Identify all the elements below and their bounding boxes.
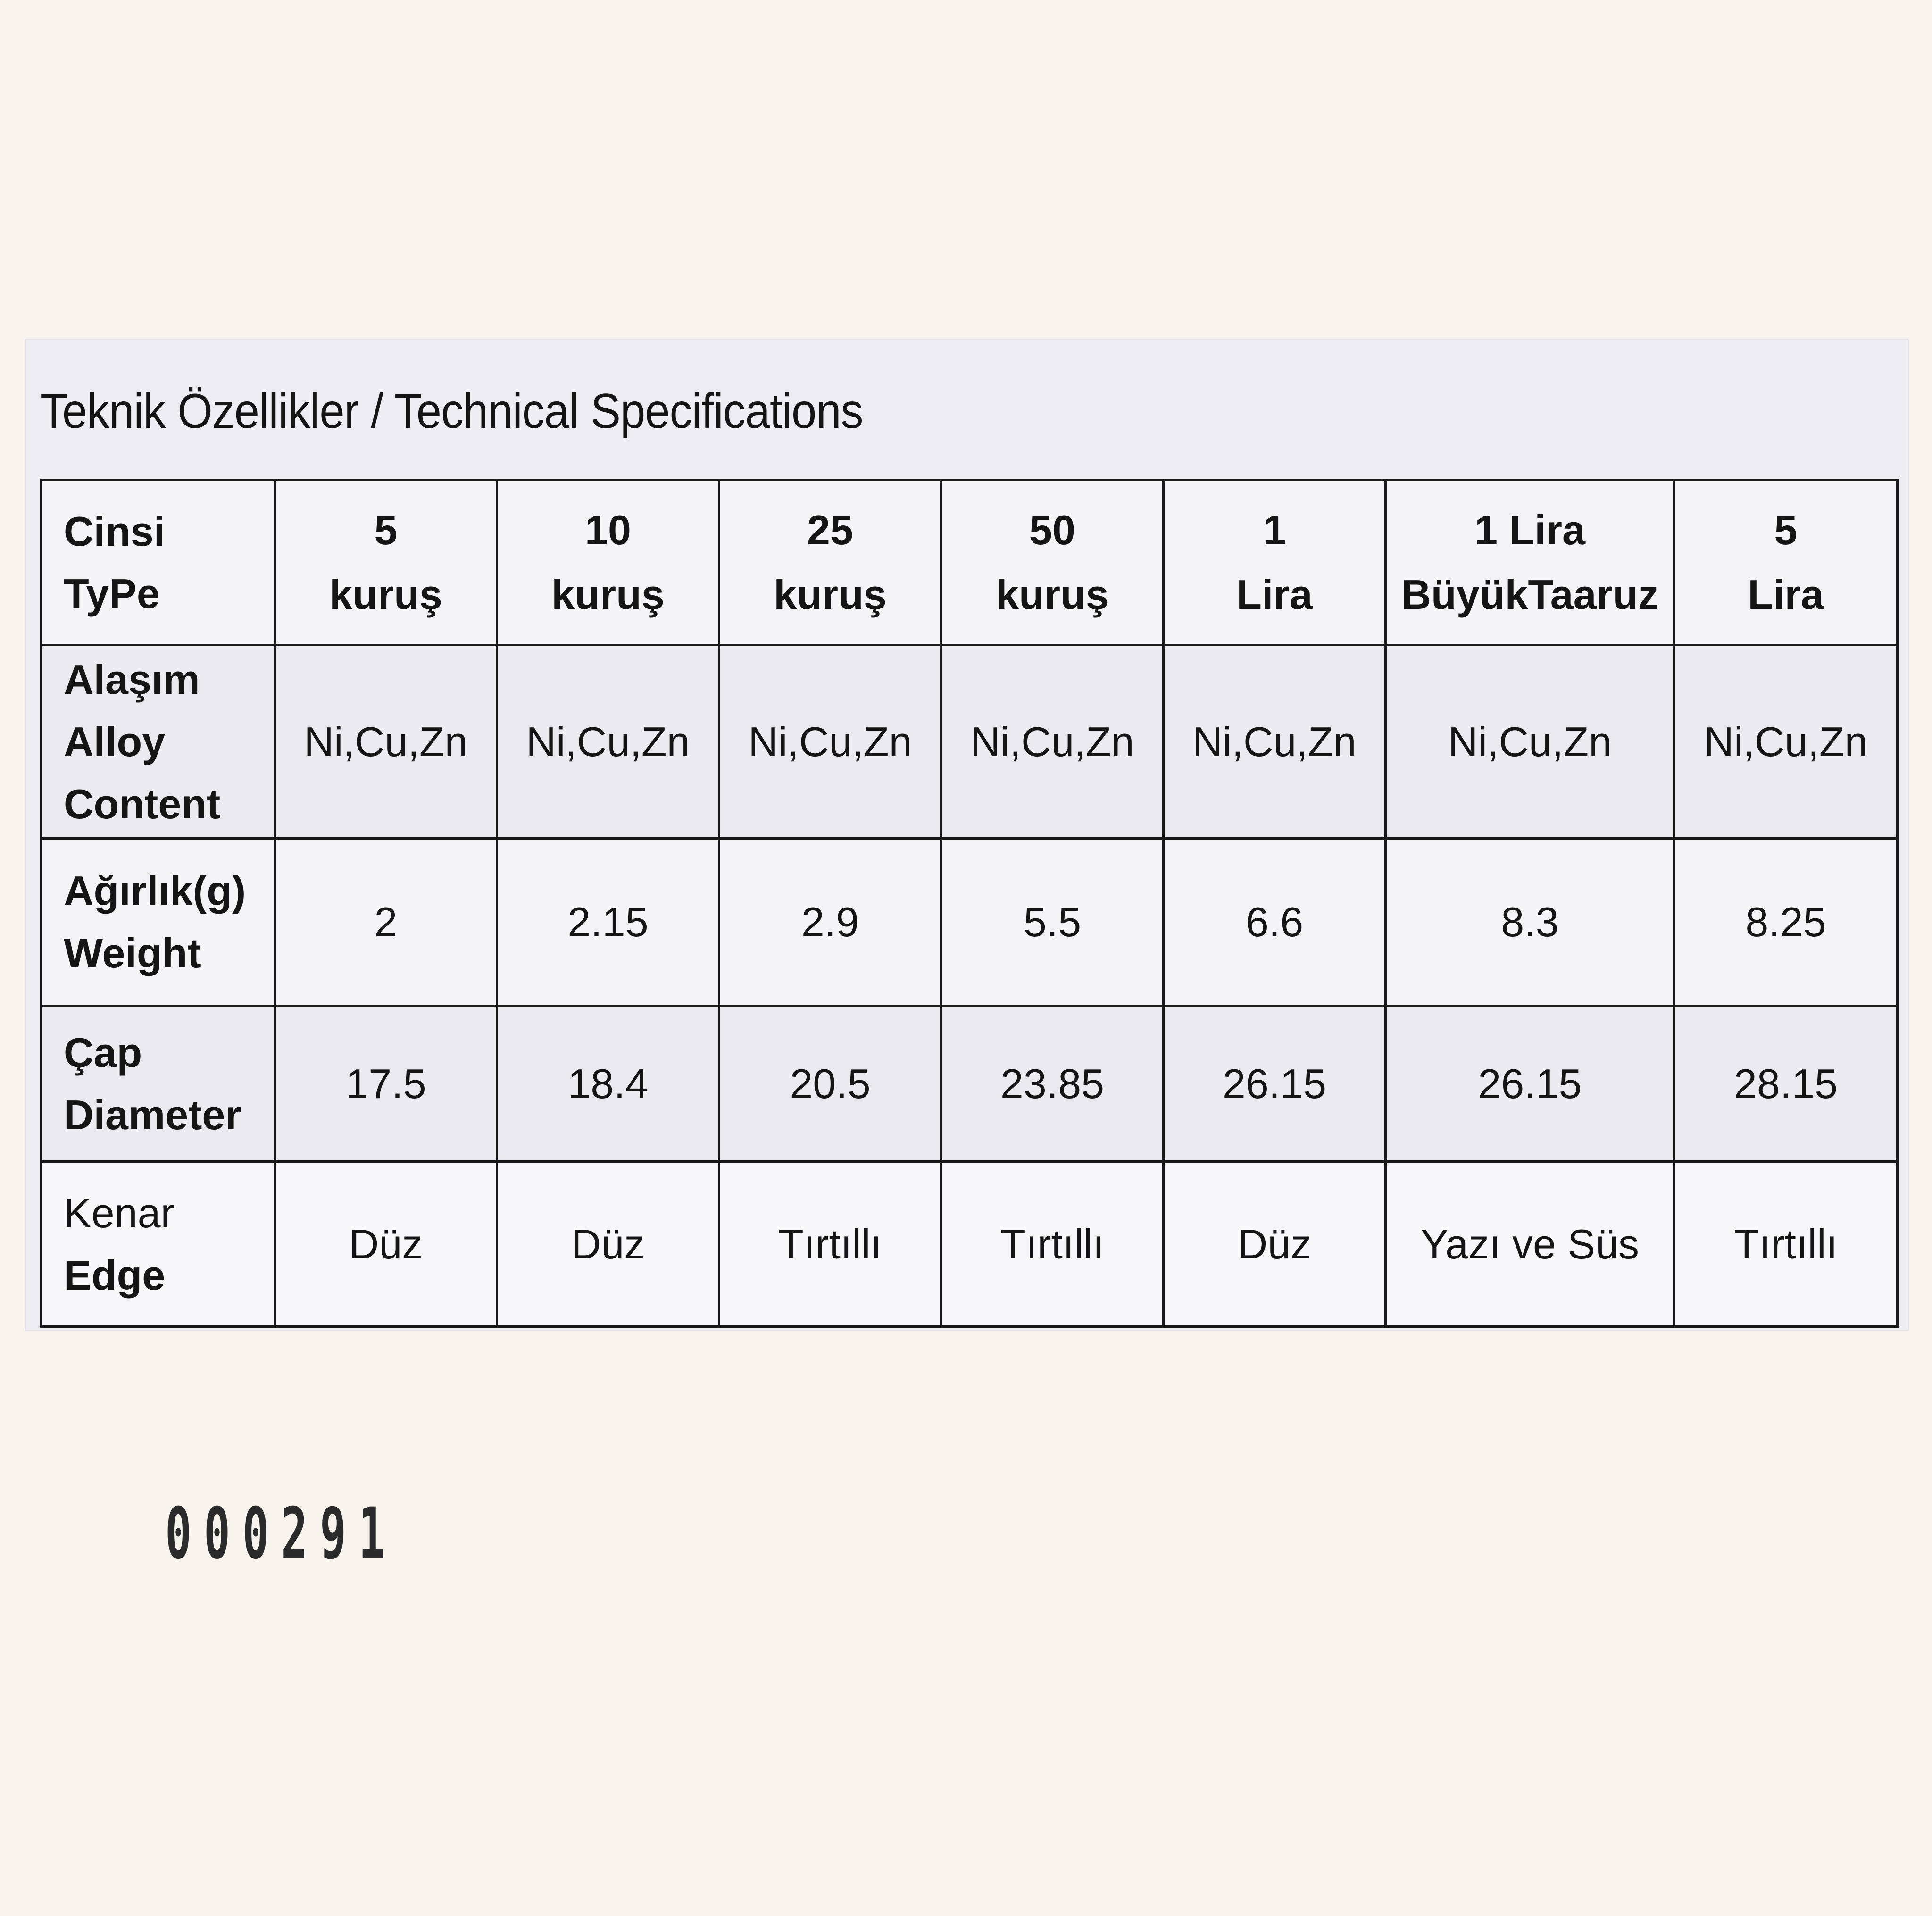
table-cell: Düz — [497, 1162, 719, 1327]
row-label-edge — [42, 1162, 275, 1327]
table-row-edge — [42, 1162, 1898, 1327]
table-cell: Tırtıllı — [1674, 1162, 1898, 1327]
row-label-weight — [42, 839, 275, 1006]
label-line: Ağırlık(g) — [64, 867, 246, 914]
table-cell: 26.15 — [1164, 1006, 1386, 1162]
type-cell — [497, 480, 719, 645]
type-cell — [275, 480, 497, 645]
type-value: 50 — [1029, 507, 1075, 554]
table-cell: Ni,Cu,Zn — [941, 645, 1164, 839]
label-line: Content — [64, 780, 221, 827]
table-cell: Ni,Cu,Zn — [1386, 645, 1674, 839]
table-row-weight — [42, 839, 1898, 1006]
type-cell — [1164, 480, 1386, 645]
type-value: 1 Lira — [1474, 507, 1585, 554]
table-cell: 20.5 — [719, 1006, 941, 1162]
label-line: Diameter — [64, 1091, 242, 1138]
table-cell: Ni,Cu,Zn — [275, 645, 497, 839]
table-cell: Yazı ve Süs — [1386, 1162, 1674, 1327]
table-cell: 8.3 — [1386, 839, 1674, 1006]
table-cell: Tırtıllı — [719, 1162, 941, 1327]
type-cell — [941, 480, 1164, 645]
type-value: 25 — [807, 507, 853, 554]
serial-number-stamp: 000291 — [165, 1493, 398, 1575]
type-cell — [1674, 480, 1898, 645]
table-cell: 2.9 — [719, 839, 941, 1006]
label-line: Alloy — [64, 718, 166, 765]
label-line: Weight — [64, 930, 201, 976]
table-cell: 8.25 — [1674, 839, 1898, 1006]
table-cell: 28.15 — [1674, 1006, 1898, 1162]
type-unit: Lira — [1236, 571, 1313, 618]
table-cell: 18.4 — [497, 1006, 719, 1162]
table-row-type — [42, 480, 1898, 645]
label-line: Kenar — [64, 1189, 175, 1236]
row-label-alloy — [42, 645, 275, 839]
row-label-type — [42, 480, 275, 645]
table-cell: 17.5 — [275, 1006, 497, 1162]
table-cell: Ni,Cu,Zn — [1164, 645, 1386, 839]
type-unit: kuruş — [551, 571, 665, 618]
table-cell: Ni,Cu,Zn — [1674, 645, 1898, 839]
table-cell: 2.15 — [497, 839, 719, 1006]
type-unit: Lira — [1748, 571, 1824, 618]
table-cell: 2 — [275, 839, 497, 1006]
type-value: 1 — [1263, 507, 1286, 554]
type-value: 5 — [374, 507, 398, 554]
type-value: 10 — [585, 507, 631, 554]
type-unit: kuruş — [996, 571, 1109, 618]
table-cell: 6.6 — [1164, 839, 1386, 1006]
table-cell: 23.85 — [941, 1006, 1164, 1162]
specifications-table — [40, 479, 1899, 1328]
type-unit: BüyükTaaruz — [1401, 571, 1659, 618]
table-cell: Düz — [275, 1162, 497, 1327]
label-line: Çap — [64, 1029, 142, 1076]
type-unit: kuruş — [774, 571, 887, 618]
label-line: TyPe — [64, 570, 160, 617]
row-label-diameter — [42, 1006, 275, 1162]
table-cell: Ni,Cu,Zn — [497, 645, 719, 839]
table-row-diameter — [42, 1006, 1898, 1162]
table-cell: Ni,Cu,Zn — [719, 645, 941, 839]
type-cell — [1386, 480, 1674, 645]
type-value: 5 — [1774, 507, 1798, 554]
label-line: Edge — [64, 1251, 166, 1299]
table-cell: Tırtıllı — [941, 1162, 1164, 1327]
type-cell — [719, 480, 941, 645]
table-row-alloy — [42, 645, 1898, 839]
table-cell: Düz — [1164, 1162, 1386, 1327]
label-line: Cinsi — [64, 508, 166, 555]
table-cell: 26.15 — [1386, 1006, 1674, 1162]
label-line: Alaşım — [64, 656, 200, 703]
table-cell: 5.5 — [941, 839, 1164, 1006]
type-unit: kuruş — [329, 571, 442, 618]
page-title: Teknik Özellikler / Technical Specifications — [40, 384, 863, 439]
